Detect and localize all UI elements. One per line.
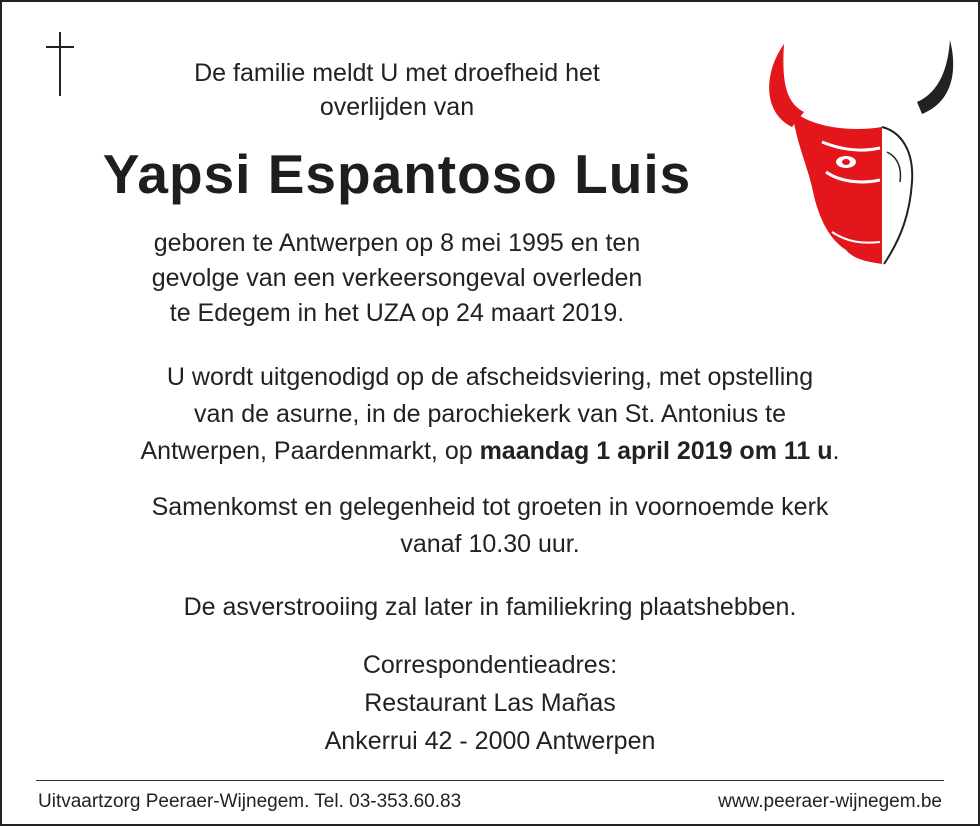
intro-line: overlijden van	[319, 93, 475, 121]
birth-line: gevolge van een verkeersongeval overleden	[151, 264, 643, 292]
ceremony-date-time: maandag 1 april 2019 om 11 u	[479, 437, 833, 465]
intro-text	[2, 56, 792, 124]
deceased-name: Yapsi Espantoso Luis	[102, 143, 692, 205]
ceremony-location: Antwerpen, Paardenmarkt, op	[140, 437, 480, 465]
correspondence-street: Ankerrui 42 - 2000 Antwerpen	[324, 727, 656, 755]
bull-head-logo-icon	[762, 32, 962, 272]
birth-line: te Edegem in het UZA op 24 maart 2019.	[169, 299, 625, 327]
gathering-line: vanaf 10.30 uur.	[400, 530, 580, 558]
ceremony-line	[2, 433, 978, 470]
intro-line: De familie meldt U met droefheid het	[194, 59, 600, 87]
funeral-home-website: www.peeraer-wijnegem.be	[718, 791, 942, 812]
correspondence-name: Restaurant Las Mañas	[364, 689, 616, 717]
gathering-line: Samenkomst en gelegenheid tot groeten in voornoemde kerk	[151, 493, 829, 521]
ceremony-invitation	[2, 359, 978, 470]
gathering-info	[2, 489, 978, 563]
ceremony-period: .	[832, 437, 840, 465]
correspondence-label: Correspondentieadres:	[362, 651, 618, 679]
ceremony-line: U wordt uitgenodigd op de afscheidsviering, met opstelling	[166, 363, 814, 391]
scattering-info: De asverstrooiing zal later in familiekring plaatshebben.	[183, 593, 797, 621]
ceremony-line: van de asurne, in de parochiekerk van St. Antonius te	[193, 400, 787, 428]
birth-details	[2, 226, 792, 331]
correspondence-address	[2, 646, 978, 760]
birth-line: geboren te Antwerpen op 8 mei 1995 en ten	[153, 229, 641, 257]
footer-divider	[36, 780, 944, 781]
funeral-home-contact: Uitvaartzorg Peeraer-Wijnegem. Tel. 03-353.60.83	[38, 791, 462, 812]
